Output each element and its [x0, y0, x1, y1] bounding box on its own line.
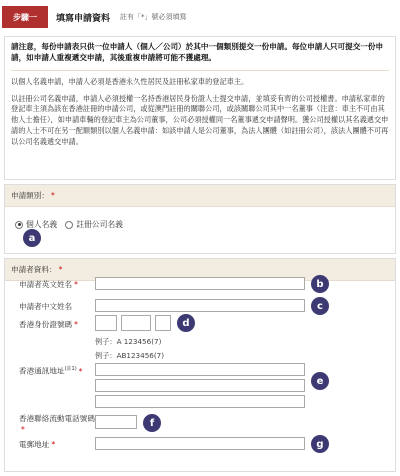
hkid-prefix-input[interactable]: [95, 315, 117, 331]
page-title: 填寫申請資料: [56, 13, 111, 24]
category-section: [4, 184, 396, 254]
email-label: 電郵地址 *: [19, 440, 56, 449]
hkid-example-1: 例子：A 123456(7): [95, 337, 162, 346]
hkid-example-2: 例子：AB123456(7): [95, 351, 165, 360]
annotation-badge-e: e: [311, 372, 329, 390]
hkid-number-input[interactable]: [121, 315, 151, 331]
radio-company-label: 註冊公司名義: [76, 220, 123, 229]
email-input[interactable]: [95, 437, 305, 450]
annotation-badge-c: c: [311, 297, 329, 315]
notice-individual: 以個人名義申請，申請人必須是香港永久性居民及註冊私家車的登記車主。: [11, 76, 249, 86]
step-badge: 步驟一: [2, 6, 48, 28]
required-mark: *: [58, 265, 63, 274]
chinese-name-input[interactable]: [95, 299, 305, 312]
annotation-badge-g: g: [311, 435, 329, 453]
annotation-badge-d: d: [177, 314, 195, 332]
category-heading-label: 申請類別：: [11, 191, 49, 200]
chinese-name-label: 申請者中文姓名: [19, 302, 73, 311]
address-line-1-input[interactable]: [95, 363, 305, 376]
divider: [11, 70, 389, 71]
address-line-2-input[interactable]: [95, 379, 305, 392]
required-mark: *: [50, 191, 55, 200]
notice-warning: 請注意，每份申請表只供一位申請人（個人／公司）於其中一個類別提交一份申請。每位申請人只可提交一份申請，如申請人重複遞交申請，其後重複申請將可能不獲處理。: [11, 42, 384, 63]
english-name-input[interactable]: [95, 277, 305, 290]
radio-individual[interactable]: [15, 219, 57, 230]
english-name-label: 申請者英文姓名 *: [19, 280, 78, 289]
applicant-heading-label: 申請者資料：: [11, 265, 57, 274]
mobile-label: 香港聯絡流動電話號碼*: [19, 414, 95, 435]
address-line-3-input[interactable]: [95, 395, 305, 408]
category-radio-group: [5, 207, 395, 230]
applicant-section: [4, 258, 396, 472]
hkid-label: 香港身份證號碼 *: [19, 320, 78, 329]
radio-company-button[interactable]: [65, 221, 73, 229]
notice-box: [4, 36, 396, 180]
annotation-badge-a: a: [23, 229, 41, 247]
mobile-input[interactable]: [95, 415, 137, 429]
notice-company: 以註冊公司名義申請，申請人必須授權一名持香港居民身份證人士提交申請，並填妥有齊的公司授權書。申請私家車的登記車主須為該在香港註冊的申請公司，或從澳門註冊的關聯公司，或該關聯公司其中一名董事（注意：車主不可由其他人士擔任），如申請車輛的登記車主為公司董事，公司必須授權同一名董事遞交申請聲明。獲公司授權以其名義遞交申請的人士不可在另一配額類別以個人名義申請：如該申請人是公司董事，為法人團體（如註冊公司），該法人團體不可再以公司名義遞交申請。: [11, 93, 389, 146]
annotation-badge-b: b: [311, 275, 329, 293]
radio-company[interactable]: [65, 219, 123, 230]
radio-individual-button[interactable]: [15, 221, 23, 229]
radio-individual-label: 個人名義: [26, 220, 58, 229]
category-heading: [5, 185, 395, 207]
required-note: 註有「*」號必須填寫: [120, 13, 187, 21]
annotation-badge-f: f: [143, 414, 161, 432]
address-label: 香港通訊地址$^{(註1)}$ *: [19, 366, 83, 376]
hkid-check-digit-input[interactable]: [155, 315, 171, 331]
step-header: [0, 0, 400, 34]
